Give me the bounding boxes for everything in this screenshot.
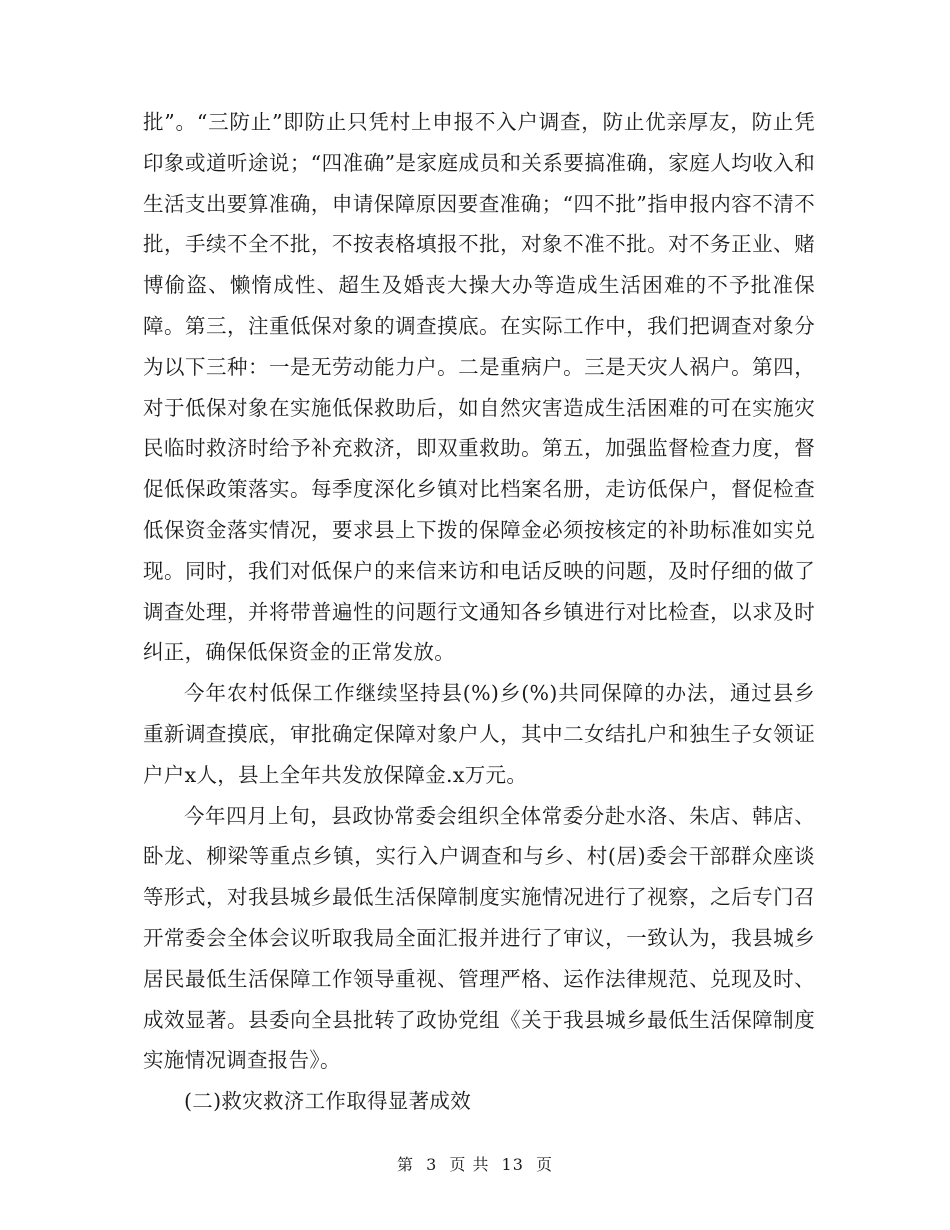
- paragraph-rural-subsidy: 今年农村低保工作继续坚持县(%)乡(%)共同保障的办法，通过县乡重新调查摸底，审批确定保障对象户人，其中二女结扎户和独生子女领证户户x人，县上全年共发放保障金.x万元。: [143, 681, 815, 787]
- page-footer: [0, 1152, 950, 1175]
- footer-prefix: 第: [396, 1155, 414, 1174]
- paragraph-continued: 批”。“三防止”即防止只凭村上申报不入户调查，防止优亲厚友，防止凭印象或道听途说；“四准确”是家庭成员和关系要搞准确，家庭人均收入和生活支出要算准确，申请保障原因要查准确；“四不批”指申报内容不清不批，手续不全不批，不按表格填报不批，对象不准不批。对不务正业、赌博偷盗、懒惰成性、超生及婚丧大操大办等造成生活困难的不予批准保障。第三，注重低保对象的调查摸底。在实际工作中，我们把调查对象分为以下三种：一是无劳动能力户。二是重病户。三是天灾人祸户。第四，对于低保对象在实施低保救助后，如自然灾害造成生活困难的可在实施灾民临时救济时给予补充救济，即双重救助。第五，加强监督检查力度，督促低保政策落实。每季度深化乡镇对比档案名册，走访低保户，督促检查低保资金落实情况，要求县上下拨的保障金必须按核定的补助标准如实兑现。同时，我们对低保户的来信来访和电话反映的问题，及时仔细的做了调查处理，并将带普遍性的问题行文通知各乡镇进行对比检查，以求及时纠正，确保低保资金的正常发放。: [143, 110, 815, 665]
- paragraph-cppcc-inspection: 今年四月上旬，县政协常委会组织全体常委分赴水洛、朱店、韩店、卧龙、柳梁等重点乡镇，实行入户调查和与乡、村(居)委会干部群众座谈等形式，对我县城乡最低生活保障制度实施情况进行了视察，之后专门召开常委会全体会议听取我局全面汇报并进行了审议，一致认为，我县城乡居民最低生活保障工作领导重视、管理严格、运作法律规范、兑现及时、成效显著。县委向全县批转了政协党组《关于我县城乡最低生活保障制度实施情况调查报告》。: [143, 803, 815, 1073]
- footer-suffix: 页: [536, 1155, 554, 1174]
- total-pages-number: 13: [501, 1155, 524, 1174]
- document-body: [143, 102, 815, 1122]
- footer-middle: 页 共: [449, 1155, 490, 1174]
- section-heading: (二)救灾救济工作取得显著成效: [184, 1089, 471, 1114]
- current-page-number: 3: [426, 1155, 438, 1174]
